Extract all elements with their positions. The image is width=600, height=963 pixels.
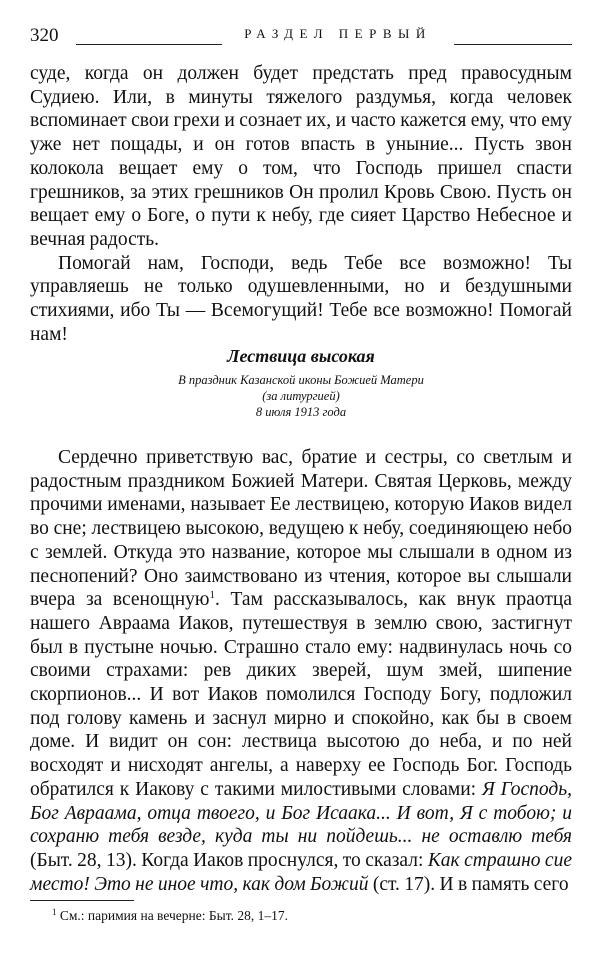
footnote-text: См.: паримия на вечерне: Быт. 28, 1–17. — [56, 908, 288, 923]
sermon-date: 8 июля 1913 года — [255, 405, 347, 419]
footnote — [52, 907, 572, 925]
footnote-marker: 1 — [52, 907, 57, 917]
text-run: (Быт. 28, 13). Когда Иаков проснулся, то сказал: — [30, 849, 428, 871]
header-rule-right — [454, 44, 572, 45]
text-run: (ст. 17). И в память сего — [368, 873, 569, 895]
footnote-rule — [30, 900, 134, 901]
sermon-title: Лествица высокая — [227, 346, 375, 366]
paragraph: суде, когда он должен будет предстать пред правосудным Судиею. Или, в минуты тяжелого раздумья, когда человек вспоминает свои грехи и сознает их, и часто кажется ему, что ему уже нет пощады, и он готов впасть в уныние... Пусть звон колокола вещает ему о том, что Господь пришел спасти грешников, за этих грешников Он пролил Кровь Свою. Пусть он вещает ему о Боге, о пути к небу, где сияет Царство Небесное и вечная радость. — [30, 63, 572, 250]
page-number: 320 — [30, 25, 59, 46]
scripture-quote: Я Господь, Бог Авраама, отца твоего, и Бог Исаака... И вот, Я с тобою; и сохраню тебя везде, куда ты ни пойдешь... не оставлю тебя — [30, 778, 572, 848]
sermon-heading — [30, 344, 572, 420]
paragraph — [30, 446, 572, 896]
sermon-service: (за литургией) — [262, 389, 340, 403]
text-run: Сердечно приветствую вас, братие и сестры, со светлым и радостным праздником Божией Матери. Святая Церковь, между прочими именами, называет Ее лествицею, которую Иаков видел во сне; лествицею высокою, ведущею к небу, соединяющею небо с землей. Откуда это название, которое мы слышали в одном из песнопений? Оно заимствовано из чтения, которое вы слышали вчера за всенощную — [30, 447, 572, 611]
sermon-text — [30, 446, 572, 896]
header-rule-left — [76, 44, 222, 45]
sermon-occasion: В праздник Казанской иконы Божией Матери — [178, 373, 424, 387]
section-title: РАЗДЕЛ ПЕРВЫЙ — [244, 26, 432, 41]
continued-text — [30, 62, 572, 346]
running-head — [30, 24, 572, 48]
footnote-marker: 1 — [209, 589, 216, 602]
text-run: . Там рассказывалось, как внук праотца нашего Авраама Иаков, путешествуя в землю свою, застигнут был в пустыне ночью. Страшно стало ему: надвинулась ночь со своими страхами: рев диких зверей, шум змей, шипение скорпионов... И вот Иаков помолился Господу Богу, подложил под голову камень и заснул мирно и спокойно, как бы в своем доме. И видит он сон: лествица высотою до неба, и по ней восходят и нисходят ангелы, а наверху ее Господь Бог. Господь обратился к Иакову с такими милостивыми словами: — [30, 589, 572, 800]
scripture-quote: Как страшно сие место! Это не иное что, как дом Божий — [30, 849, 572, 895]
paragraph: Помогай нам, Господи, ведь Тебе все возможно! Ты управляешь не только одушевленными, но и бездушными стихиями, ибо Ты — Всемогущий! Тебе все возможно! Помогай нам! — [30, 252, 572, 345]
